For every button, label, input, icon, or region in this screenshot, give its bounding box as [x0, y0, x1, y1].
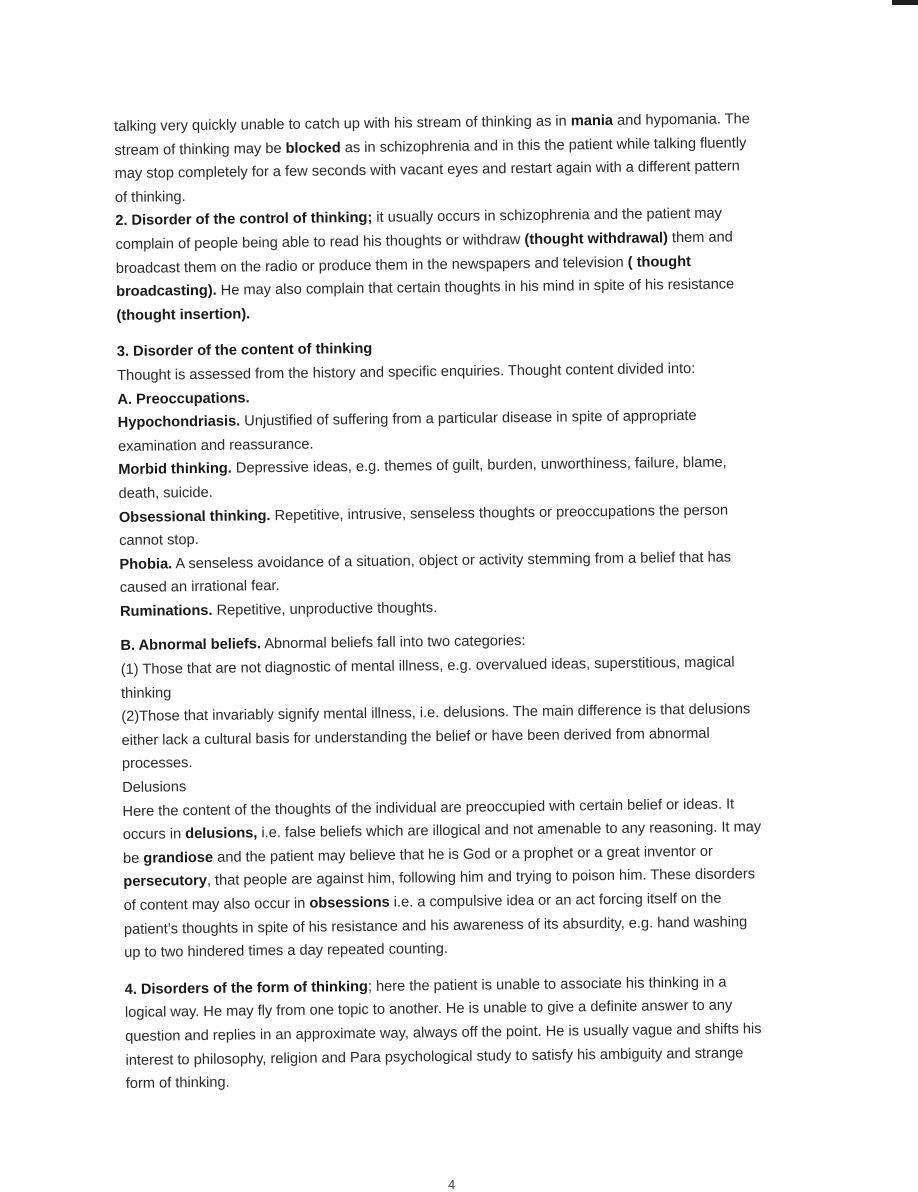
preoccupation-item: Phobia. A senseless avoidance of a situation, object or activity stemming from a belief that has caused an irrational fear. — [119, 549, 732, 597]
term-thought-broadcasting: ( thought broadcasting). — [116, 253, 692, 301]
term-grandiose: grandiose — [143, 849, 214, 867]
page-number: 4 — [448, 1177, 456, 1192]
term-thought-withdrawal: (thought withdrawal) — [524, 230, 669, 248]
belief-category-1: (1) Those that are not diagnostic of mental illness, e.g. overvalued ideas, superstitious, magical thinking — [120, 654, 735, 702]
subsection-abnormal-beliefs: B. Abnormal beliefs. Abnormal beliefs fall into two categories: — [120, 633, 526, 655]
delusions-paragraph: Here the content of the thoughts of the individual are preoccupied with certain belief or ideas. It occurs in delusions, i.e. false beliefs which are illogical and not amenable to any reasoning. It may be grandiose and the patient may believe that he is God or a prophet or a great inventor or persecutory, that people are against him, following him and trying to poison him. These disorders of content may also occur in obsessions i.e. a compulsive idea or an act forcing itself on the patient’s thoughts in spite of his resistance and his awareness of its absurdity, e.g. hand washing up to two hindered times a day repeated counting. — [122, 796, 762, 962]
scan-corner-mark — [892, 0, 918, 5]
preoccupation-item: Morbid thinking. Depressive ideas, e.g. themes of guilt, burden, unworthiness, failure, blame, death, suicide. — [118, 454, 727, 502]
section-heading: 4. Disorders of the form of thinking — [124, 978, 369, 998]
section-control-of-thinking: 2. Disorder of the control of thinking; it usually occurs in schizophrenia and the patient may complain of people being able to read his thoughts or withdraw (thought withdrawal) them and broadcast them on the radio or produce them in the newspapers and television ( thought broadcasting). He may also complain that certain thoughts in his mind in spite of his resistance (thought insertion). — [115, 205, 735, 324]
term-delusions: delusions, — [185, 825, 258, 843]
term-thought-insertion: (thought insertion). — [116, 306, 251, 324]
subsection-preoccupations-heading: A. Preoccupations. — [117, 389, 250, 408]
belief-category-2: (2)Those that invariably signify mental illness, i.e. delusions. The main difference is that delusions either lack a cultural basis for understanding the belief or have been derived from abnormal processes. — [121, 701, 751, 773]
delusions-heading: Delusions — [122, 779, 187, 796]
section-content-heading: 3. Disorder of the content of thinking — [116, 341, 373, 361]
section-heading: 2. Disorder of the control of thinking; — [115, 210, 373, 230]
section-form-of-thinking: 4. Disorders of the form of thinking; here the patient is unable to associate his thinking in a logical way. He may fly from one topic to another. He is unable to give a definite answer to any question and replies in an approximate way, always off the point. He is usually vague and shifts his interest to philosophy, religion and Para psychological study to satisfy his ambiguity and strange form of thinking. — [124, 974, 762, 1093]
term-mania: mania — [570, 112, 614, 130]
page-content — [114, 108, 766, 1096]
preoccupation-item: Hypochondriasis. Unjustified of suffering from a particular disease in spite of appropriate examination and reassurance. — [117, 408, 697, 455]
term-persecutory: persecutory — [123, 873, 208, 891]
paragraph-stream-of-thinking: talking very quickly unable to catch up with his stream of thinking as in mania and hypomania. The stream of thinking may be blocked as in schizophrenia and in this the patient while talking fluently may stop completely for a few seconds with vacant eyes and restart again with a different pattern of thinking. — [114, 111, 750, 206]
preoccupation-item: Obsessional thinking. Repetitive, intrusive, senseless thoughts or preoccupations the person cannot stop. — [118, 502, 729, 550]
preoccupation-item: Ruminations. Repetitive, unproductive thoughts. — [119, 599, 438, 620]
content-intro: Thought is assessed from the history and specific enquiries. Thought content divided into: — [117, 360, 696, 384]
term-obsessions: obsessions — [309, 894, 390, 912]
term-blocked: blocked — [285, 139, 341, 157]
